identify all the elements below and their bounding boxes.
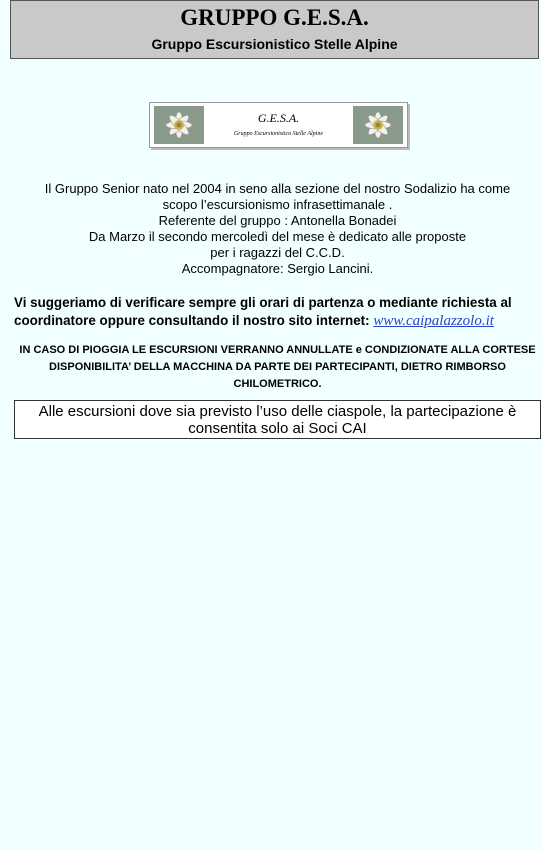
edelweiss-icon [353,106,403,144]
ciaspole-notice: Alle escursioni dove sia previsto l’uso delle ciaspole, la partecipazione è consentita solo ai Soci CAI [14,400,541,439]
page-header [10,0,539,59]
page-subtitle: Gruppo Escursionistico Stelle Alpine [151,36,398,52]
suggestion-paragraph [14,294,541,330]
intro-paragraph [14,181,541,277]
suggestion-text: Vi suggeriamo di verificare sempre gli orari di partenza o mediante richiesta al coordinatore oppure consultando il nostro sito internet: [14,295,512,328]
website-link[interactable]: www.caipalazzolo.it [373,313,494,329]
intro-line: per i ragazzi del C.C.D. [210,245,345,260]
page-title: GRUPPO G.E.S.A. [180,5,369,30]
intro-line: Il Gruppo Senior nato nel 2004 in seno alla sezione del nostro Sodalizio ha come [44,181,511,196]
logo-name: G.E.S.A. [257,111,300,125]
intro-line: Referente del gruppo : Antonella Bonadei [158,213,397,228]
intro-line: Accompagnatore: Sergio Lancini. [181,261,374,276]
logo-subtitle: Gruppo Escursionistico Stelle Alpine [233,131,324,137]
intro-line: Da Marzo il secondo mercoledì del mese è dedicato alle proposte [88,229,467,244]
rain-warning: IN CASO DI PIOGGIA LE ESCURSIONI VERRANNO ANNULLATE e CONDIZIONATE ALLA CORTESE DISPONIBILITA’ DELLA MACCHINA DA PARTE DEI PARTECIPANTI, DIETRO RIMBORSO CHILOMETRICO. [19,344,536,390]
intro-line: scopo l’escursionismo infrasettimanale . [162,197,393,212]
gesa-logo [149,102,408,148]
edelweiss-icon [154,106,204,144]
